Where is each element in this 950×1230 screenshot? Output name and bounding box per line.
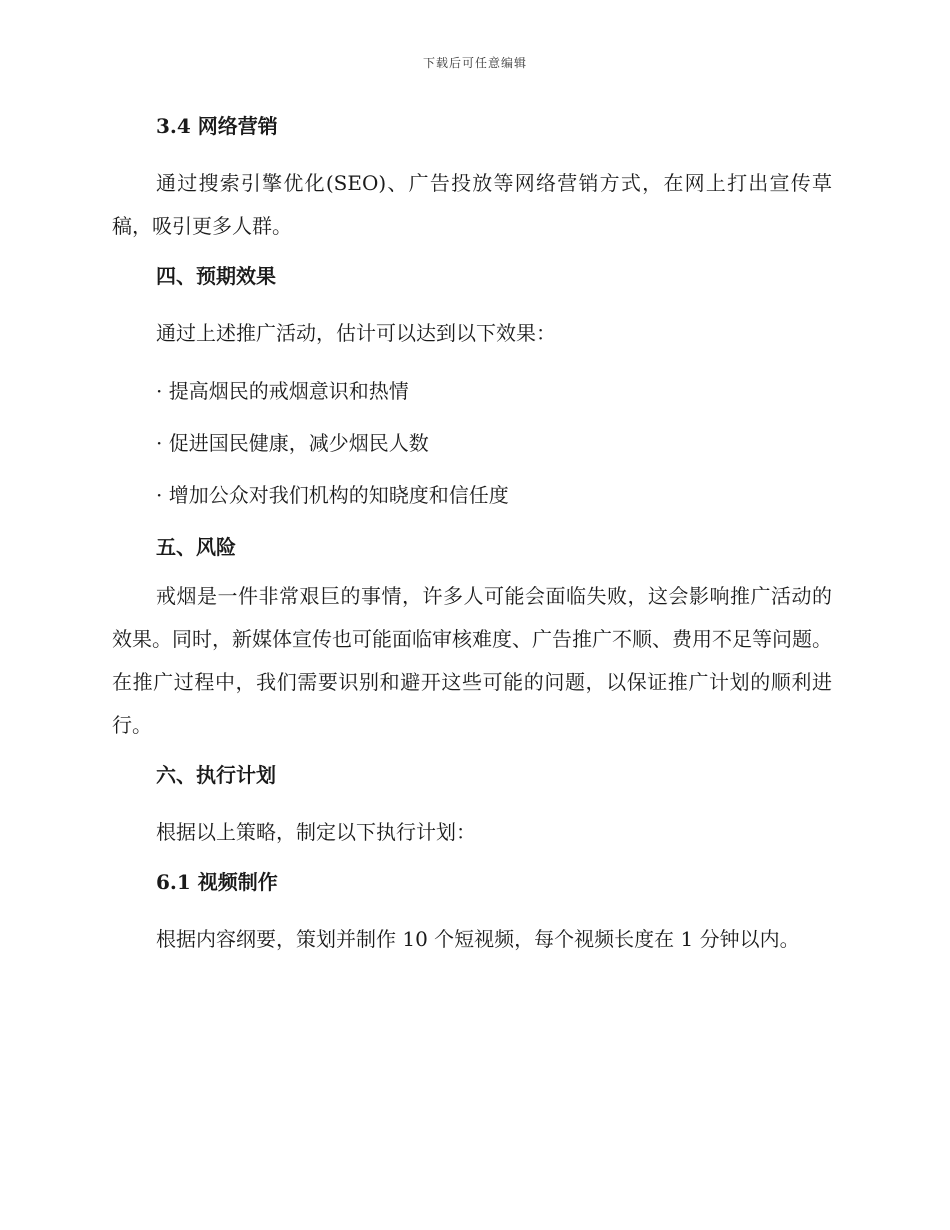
section-body-3-4: 通过搜索引擎优化(SEO)、广告投放等网络营销方式，在网上打出宣传草稿，吸引更多人群。 xyxy=(112,171,832,238)
bullet-item: · 促进国民健康，减少烟民人数 xyxy=(156,431,429,455)
header-note: 下载后可任意编辑 xyxy=(422,56,527,70)
bullet-item: · 增加公众对我们机构的知晓度和信任度 xyxy=(156,483,509,507)
section-heading-6: 六、执行计划 xyxy=(156,763,276,787)
section-body-5: 戒烟是一件非常艰巨的事情，许多人可能会面临失败，这会影响推广活动的效果。同时，新媒体宣传也可能面临审核难度、广告推广不顺、费用不足等问题。在推广过程中，我们需要识别和避开这些可能的问题，以保证推广计划的顺利进行。 xyxy=(112,584,832,737)
section-body-6-1: 根据内容纲要，策划并制作 10 个短视频，每个视频长度在 1 分钟以内。 xyxy=(156,927,800,951)
bullet-item: · 提高烟民的戒烟意识和热情 xyxy=(156,379,409,403)
section-heading-6-1: 6.1 视频制作 xyxy=(156,870,278,894)
section-intro-4: 通过上述推广活动，估计可以达到以下效果： xyxy=(156,321,556,345)
section-heading-5: 五、风险 xyxy=(156,535,236,559)
document-body xyxy=(112,110,832,961)
section-heading-4: 四、预期效果 xyxy=(156,264,276,288)
section-heading-3-4: 3.4 网络营销 xyxy=(156,114,278,138)
section-intro-6: 根据以上策略，制定以下执行计划： xyxy=(156,820,476,844)
